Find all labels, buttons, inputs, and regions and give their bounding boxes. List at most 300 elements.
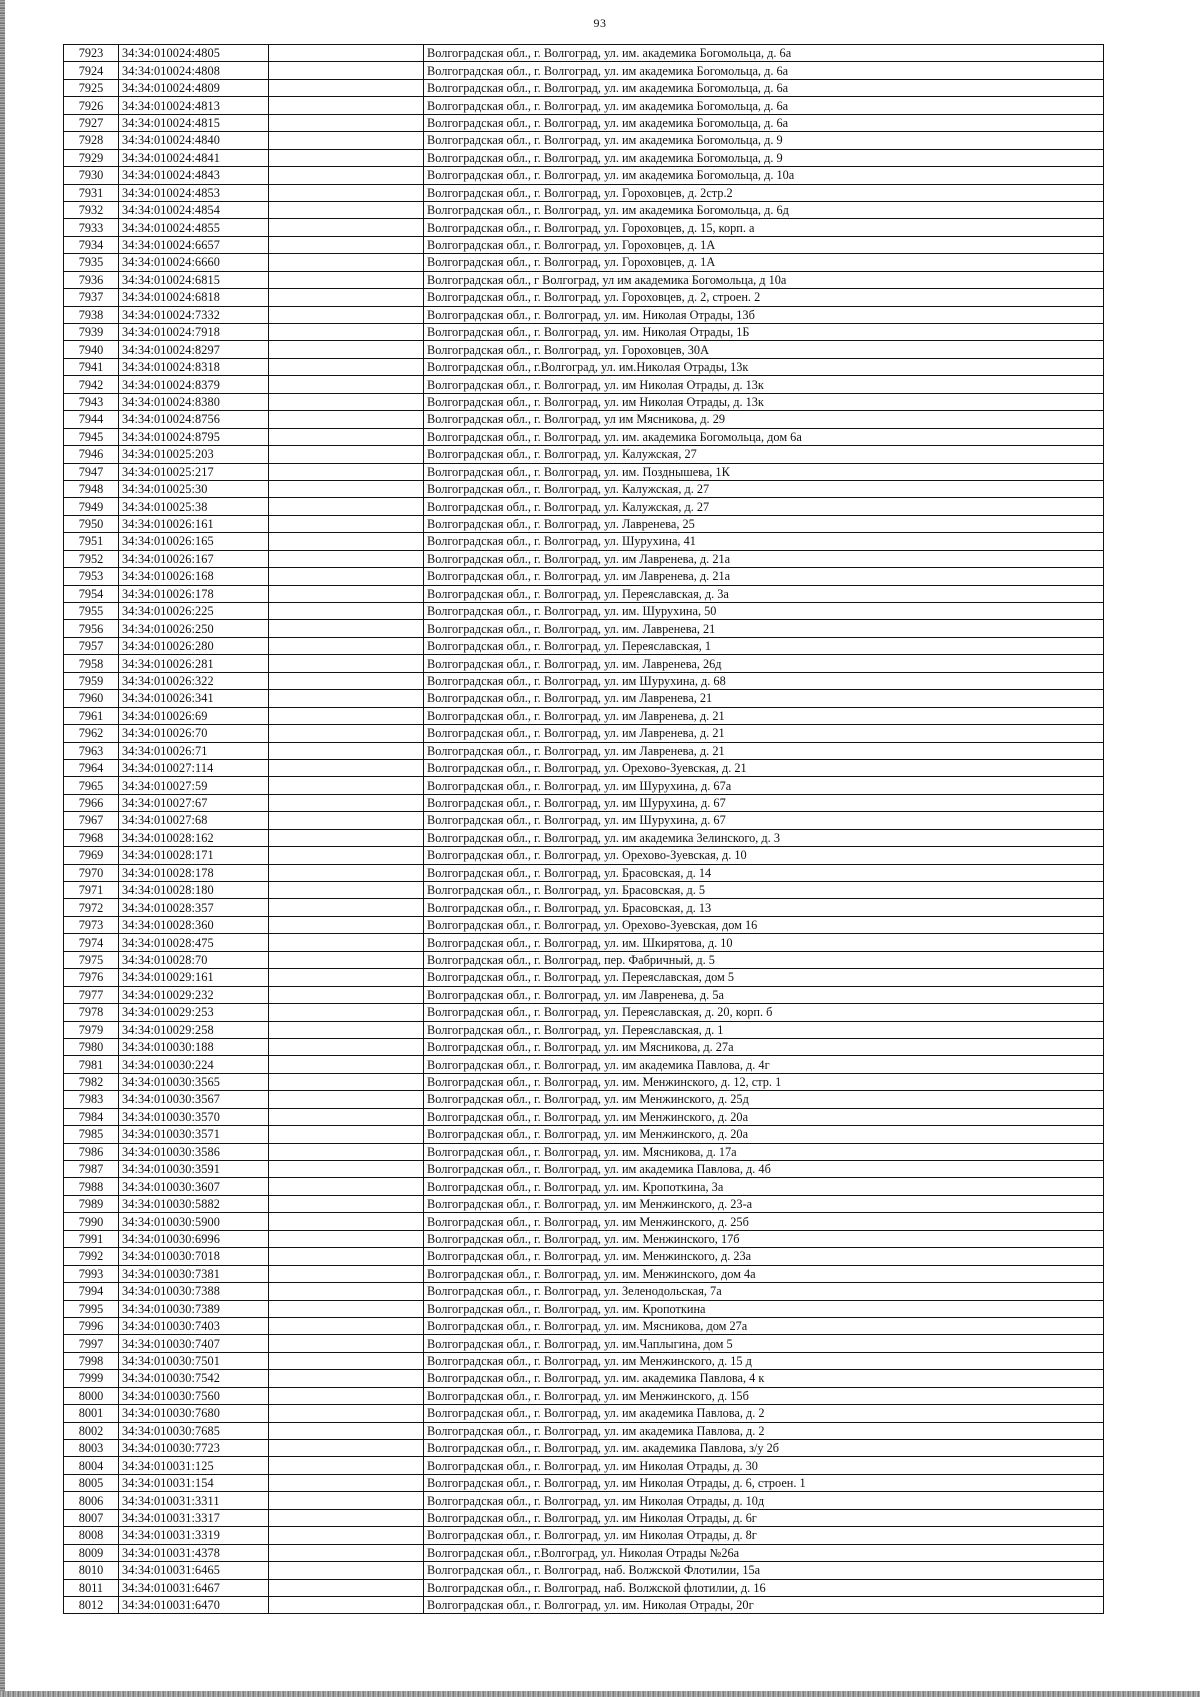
empty-cell [269, 341, 424, 358]
address-cell: Волгоградская обл., г. Волгоград, ул. Гороховцев, д. 2стр.2 [424, 184, 1104, 201]
empty-cell [269, 1038, 424, 1055]
row-number-cell: 7924 [64, 62, 119, 79]
row-number-cell: 7999 [64, 1370, 119, 1387]
empty-cell [269, 45, 424, 62]
row-number-cell: 7947 [64, 463, 119, 480]
cadastral-number-cell: 34:34:010030:7542 [119, 1370, 269, 1387]
empty-cell [269, 498, 424, 515]
table-row [64, 1213, 1104, 1230]
table-row [64, 1596, 1104, 1613]
cadastral-number-cell: 34:34:010025:217 [119, 463, 269, 480]
empty-cell [269, 759, 424, 776]
address-cell: Волгоградская обл., г. Волгоград, ул. им Лавренева, 21 [424, 690, 1104, 707]
address-cell: Волгоградская обл., г. Волгоград, ул. им. Позднышева, 1К [424, 463, 1104, 480]
empty-cell [269, 1492, 424, 1509]
cadastral-number-cell: 34:34:010028:70 [119, 951, 269, 968]
empty-cell [269, 1579, 424, 1596]
empty-cell [269, 1352, 424, 1369]
registry-table [63, 44, 1104, 1614]
empty-cell [269, 655, 424, 672]
table-row [64, 463, 1104, 480]
address-cell: Волгоградская обл., г. Волгоград, ул. Переяславская, 1 [424, 637, 1104, 654]
row-number-cell: 7975 [64, 951, 119, 968]
row-number-cell: 7987 [64, 1161, 119, 1178]
cadastral-number-cell: 34:34:010029:258 [119, 1021, 269, 1038]
address-cell: Волгоградская обл., г. Волгоград, ул. им. академика Павлова, з/у 2б [424, 1440, 1104, 1457]
empty-cell [269, 1108, 424, 1125]
address-cell: Волгоградская обл., г. Волгоград, ул. Калужская, д. 27 [424, 498, 1104, 515]
cadastral-number-cell: 34:34:010024:4813 [119, 97, 269, 114]
row-number-cell: 7940 [64, 341, 119, 358]
row-number-cell: 7950 [64, 515, 119, 532]
address-cell: Волгоградская обл., г. Волгоград, ул. им Шурухина, д. 67а [424, 777, 1104, 794]
table-row [64, 1405, 1104, 1422]
address-cell: Волгоградская обл., г. Волгоград, ул. им академика Павлова, д. 4б [424, 1161, 1104, 1178]
cadastral-number-cell: 34:34:010030:7381 [119, 1265, 269, 1282]
address-cell: Волгоградская обл., г. Волгоград, ул. им Лавренева, д. 21 [424, 742, 1104, 759]
cadastral-number-cell: 34:34:010030:3567 [119, 1091, 269, 1108]
address-cell: Волгоградская обл., г. Волгоград, ул. им Николая Отрады, д. 8г [424, 1527, 1104, 1544]
table-row [64, 637, 1104, 654]
address-cell: Волгоградская обл., г. Волгоград, ул. Шурухина, 41 [424, 533, 1104, 550]
cadastral-number-cell: 34:34:010030:7389 [119, 1300, 269, 1317]
table-row [64, 1422, 1104, 1439]
cadastral-number-cell: 34:34:010026:69 [119, 707, 269, 724]
cadastral-number-cell: 34:34:010031:6467 [119, 1579, 269, 1596]
row-number-cell: 7930 [64, 167, 119, 184]
table-row [64, 934, 1104, 951]
address-cell: Волгоградская обл., г. Волгоград, пер. Фабричный, д. 5 [424, 951, 1104, 968]
cadastral-number-cell: 34:34:010024:8795 [119, 428, 269, 445]
table-row [64, 829, 1104, 846]
empty-cell [269, 1004, 424, 1021]
empty-cell [269, 603, 424, 620]
cadastral-number-cell: 34:34:010025:30 [119, 480, 269, 497]
empty-cell [269, 1440, 424, 1457]
address-cell: Волгоградская обл., г. Волгоград, ул. им академика Богомольца, д. 6а [424, 62, 1104, 79]
table-row [64, 1161, 1104, 1178]
address-cell: Волгоградская обл., г. Волгоград, ул. им академика Богомольца, д. 6д [424, 201, 1104, 218]
cadastral-number-cell: 34:34:010030:3607 [119, 1178, 269, 1195]
table-row [64, 1143, 1104, 1160]
empty-cell [269, 358, 424, 375]
empty-cell [269, 1562, 424, 1579]
row-number-cell: 7997 [64, 1335, 119, 1352]
row-number-cell: 7985 [64, 1126, 119, 1143]
row-number-cell: 8009 [64, 1544, 119, 1561]
row-number-cell: 7959 [64, 672, 119, 689]
empty-cell [269, 289, 424, 306]
address-cell: Волгоградская обл., г. Волгоград, ул. им.Чаплыгина, дом 5 [424, 1335, 1104, 1352]
empty-cell [269, 463, 424, 480]
address-cell: Волгоградская обл., г. Волгоград, ул. им академика Богомольца, д. 6а [424, 79, 1104, 96]
cadastral-number-cell: 34:34:010030:6996 [119, 1230, 269, 1247]
cadastral-number-cell: 34:34:010029:253 [119, 1004, 269, 1021]
row-number-cell: 8007 [64, 1509, 119, 1526]
address-cell: Волгоградская обл., г. Волгоград, ул. им академика Богомольца, д. 6а [424, 114, 1104, 131]
row-number-cell: 7953 [64, 568, 119, 585]
row-number-cell: 7948 [64, 480, 119, 497]
empty-cell [269, 812, 424, 829]
table-row [64, 1091, 1104, 1108]
cadastral-number-cell: 34:34:010028:180 [119, 882, 269, 899]
empty-cell [269, 1073, 424, 1090]
table-row [64, 777, 1104, 794]
empty-cell [269, 236, 424, 253]
address-cell: Волгоградская обл., г. Волгоград, ул. Гороховцев, д. 15, корп. а [424, 219, 1104, 236]
table-row [64, 742, 1104, 759]
cadastral-number-cell: 34:34:010024:4854 [119, 201, 269, 218]
row-number-cell: 7923 [64, 45, 119, 62]
table-row [64, 1509, 1104, 1526]
address-cell: Волгоградская обл., г. Волгоград, ул. им Шурухина, д. 67 [424, 794, 1104, 811]
empty-cell [269, 184, 424, 201]
row-number-cell: 7998 [64, 1352, 119, 1369]
empty-cell [269, 847, 424, 864]
address-cell: Волгоградская обл., г. Волгоград, ул. им академика Павлова, д. 2 [424, 1405, 1104, 1422]
row-number-cell: 8003 [64, 1440, 119, 1457]
table-row [64, 882, 1104, 899]
table-row [64, 149, 1104, 166]
row-number-cell: 7949 [64, 498, 119, 515]
cadastral-number-cell: 34:34:010024:6657 [119, 236, 269, 253]
cadastral-number-cell: 34:34:010024:4815 [119, 114, 269, 131]
table-row [64, 45, 1104, 62]
empty-cell [269, 446, 424, 463]
empty-cell [269, 1527, 424, 1544]
row-number-cell: 8006 [64, 1492, 119, 1509]
table-row [64, 672, 1104, 689]
table-row [64, 324, 1104, 341]
table-row [64, 1248, 1104, 1265]
address-cell: Волгоградская обл., г. Волгоград, ул. им Николая Отрады, д. 6, строен. 1 [424, 1474, 1104, 1491]
table-row [64, 358, 1104, 375]
cadastral-number-cell: 34:34:010031:3311 [119, 1492, 269, 1509]
address-cell: Волгоградская обл., г. Волгоград, ул. им Менжинского, д. 23-а [424, 1195, 1104, 1212]
cadastral-number-cell: 34:34:010026:71 [119, 742, 269, 759]
row-number-cell: 7982 [64, 1073, 119, 1090]
table-row [64, 1073, 1104, 1090]
table-row [64, 707, 1104, 724]
empty-cell [269, 201, 424, 218]
address-cell: Волгоградская обл., г. Волгоград, ул. Гороховцев, д. 2, строен. 2 [424, 289, 1104, 306]
address-cell: Волгоградская обл., г. Волгоград, ул. им Менжинского, д. 20а [424, 1108, 1104, 1125]
table-row [64, 132, 1104, 149]
empty-cell [269, 707, 424, 724]
address-cell: Волгоградская обл., г. Волгоград, ул. им академика Богомольца, д. 6а [424, 97, 1104, 114]
address-cell: Волгоградская обл., г. Волгоград, ул. им. Менжинского, 17б [424, 1230, 1104, 1247]
empty-cell [269, 620, 424, 637]
table-row [64, 794, 1104, 811]
cadastral-number-cell: 34:34:010027:67 [119, 794, 269, 811]
empty-cell [269, 690, 424, 707]
empty-cell [269, 1370, 424, 1387]
row-number-cell: 7938 [64, 306, 119, 323]
empty-cell [269, 1335, 424, 1352]
address-cell: Волгоградская обл., г. Волгоград, ул им Мясникова, д. 29 [424, 411, 1104, 428]
empty-cell [269, 1056, 424, 1073]
table-row [64, 376, 1104, 393]
row-number-cell: 7995 [64, 1300, 119, 1317]
cadastral-number-cell: 34:34:010024:8297 [119, 341, 269, 358]
table-row [64, 219, 1104, 236]
row-number-cell: 7994 [64, 1283, 119, 1300]
row-number-cell: 7993 [64, 1265, 119, 1282]
table-row [64, 201, 1104, 218]
empty-cell [269, 1143, 424, 1160]
row-number-cell: 7991 [64, 1230, 119, 1247]
empty-cell [269, 1509, 424, 1526]
address-cell: Волгоградская обл., г. Волгоград, ул. Орехово-Зуевская, д. 10 [424, 847, 1104, 864]
address-cell: Волгоградская обл., г. Волгоград, ул. им академика Богомольца, д. 10а [424, 167, 1104, 184]
empty-cell [269, 515, 424, 532]
cadastral-number-cell: 34:34:010026:280 [119, 637, 269, 654]
empty-cell [269, 899, 424, 916]
address-cell: Волгоградская обл., г. Волгоград, ул. им Менжинского, д. 25б [424, 1213, 1104, 1230]
row-number-cell: 7928 [64, 132, 119, 149]
table-row [64, 1283, 1104, 1300]
empty-cell [269, 637, 424, 654]
empty-cell [269, 882, 424, 899]
empty-cell [269, 1596, 424, 1613]
table-row [64, 690, 1104, 707]
table-row [64, 759, 1104, 776]
address-cell: Волгоградская обл., г. Волгоград, ул. им Лавренева, д. 21 [424, 707, 1104, 724]
address-cell: Волгоградская обл., г. Волгоград, ул. Переяславская, д. 1 [424, 1021, 1104, 1038]
cadastral-number-cell: 34:34:010026:168 [119, 568, 269, 585]
address-cell: Волгоградская обл., г. Волгоград, ул. им. Лавренева, 26д [424, 655, 1104, 672]
empty-cell [269, 219, 424, 236]
empty-cell [269, 1126, 424, 1143]
empty-cell [269, 829, 424, 846]
empty-cell [269, 742, 424, 759]
empty-cell [269, 1178, 424, 1195]
cadastral-number-cell: 34:34:010028:162 [119, 829, 269, 846]
cadastral-number-cell: 34:34:010024:4841 [119, 149, 269, 166]
row-number-cell: 7952 [64, 550, 119, 567]
cadastral-number-cell: 34:34:010030:7388 [119, 1283, 269, 1300]
address-cell: Волгоградская обл., г. Волгоград, ул. им академика Богомольца, д. 9 [424, 149, 1104, 166]
empty-cell [269, 271, 424, 288]
table-row [64, 254, 1104, 271]
cadastral-number-cell: 34:34:010026:281 [119, 655, 269, 672]
address-cell: Волгоградская обл., г. Волгоград, ул. им. Николая Отрады, 1Б [424, 324, 1104, 341]
empty-cell [269, 951, 424, 968]
cadastral-number-cell: 34:34:010030:188 [119, 1038, 269, 1055]
scan-edge-left [0, 0, 5, 1697]
address-cell: Волгоградская обл., г. Волгоград, ул. им. Николая Отрады, 20г [424, 1596, 1104, 1613]
empty-cell [269, 1457, 424, 1474]
cadastral-number-cell: 34:34:010030:7685 [119, 1422, 269, 1439]
cadastral-number-cell: 34:34:010024:7332 [119, 306, 269, 323]
table-row [64, 1038, 1104, 1055]
cadastral-number-cell: 34:34:010026:322 [119, 672, 269, 689]
cadastral-number-cell: 34:34:010026:341 [119, 690, 269, 707]
row-number-cell: 7974 [64, 934, 119, 951]
table-row [64, 1474, 1104, 1491]
table-row [64, 1387, 1104, 1404]
row-number-cell: 7934 [64, 236, 119, 253]
table-row [64, 306, 1104, 323]
row-number-cell: 8000 [64, 1387, 119, 1404]
table-row [64, 1178, 1104, 1195]
table-row [64, 847, 1104, 864]
table-row [64, 1335, 1104, 1352]
row-number-cell: 7973 [64, 916, 119, 933]
address-cell: Волгоградская обл., г. Волгоград, ул. им Лавренева, д. 5а [424, 986, 1104, 1003]
empty-cell [269, 1161, 424, 1178]
cadastral-number-cell: 34:34:010027:68 [119, 812, 269, 829]
row-number-cell: 7936 [64, 271, 119, 288]
cadastral-number-cell: 34:34:010030:5882 [119, 1195, 269, 1212]
table-row [64, 1126, 1104, 1143]
row-number-cell: 8008 [64, 1527, 119, 1544]
cadastral-number-cell: 34:34:010024:4808 [119, 62, 269, 79]
cadastral-number-cell: 34:34:010026:250 [119, 620, 269, 637]
address-cell: Волгоградская обл., г. Волгоград, ул. им. академика Богомольца, дом 6а [424, 428, 1104, 445]
row-number-cell: 7981 [64, 1056, 119, 1073]
cadastral-number-cell: 34:34:010024:4805 [119, 45, 269, 62]
empty-cell [269, 1021, 424, 1038]
table-row [64, 951, 1104, 968]
row-number-cell: 7996 [64, 1317, 119, 1334]
row-number-cell: 7925 [64, 79, 119, 96]
table-row [64, 585, 1104, 602]
cadastral-number-cell: 34:34:010030:5900 [119, 1213, 269, 1230]
empty-cell [269, 1300, 424, 1317]
row-number-cell: 7962 [64, 725, 119, 742]
empty-cell [269, 1248, 424, 1265]
address-cell: Волгоградская обл., г. Волгоград, ул. Гороховцев, 30А [424, 341, 1104, 358]
cadastral-number-cell: 34:34:010025:203 [119, 446, 269, 463]
cadastral-number-cell: 34:34:010024:4809 [119, 79, 269, 96]
address-cell: Волгоградская обл., г. Волгоград, ул. Орехово-Зуевская, дом 16 [424, 916, 1104, 933]
cadastral-number-cell: 34:34:010028:360 [119, 916, 269, 933]
table-row [64, 725, 1104, 742]
cadastral-number-cell: 34:34:010026:225 [119, 603, 269, 620]
row-number-cell: 7971 [64, 882, 119, 899]
row-number-cell: 7956 [64, 620, 119, 637]
table-row [64, 515, 1104, 532]
address-cell: Волгоградская обл., г. Волгоград, ул. им. Менжинского, д. 12, стр. 1 [424, 1073, 1104, 1090]
table-row [64, 1021, 1104, 1038]
empty-cell [269, 986, 424, 1003]
address-cell: Волгоградская обл., г. Волгоград, ул. им. Лавренева, 21 [424, 620, 1104, 637]
table-row [64, 1370, 1104, 1387]
cadastral-number-cell: 34:34:010030:7403 [119, 1317, 269, 1334]
address-cell: Волгоградская обл., г. Волгоград, ул. им академика Павлова, д. 4г [424, 1056, 1104, 1073]
empty-cell [269, 1387, 424, 1404]
empty-cell [269, 916, 424, 933]
cadastral-number-cell: 34:34:010024:8379 [119, 376, 269, 393]
cadastral-number-cell: 34:34:010027:59 [119, 777, 269, 794]
row-number-cell: 7929 [64, 149, 119, 166]
row-number-cell: 7935 [64, 254, 119, 271]
table-row [64, 1562, 1104, 1579]
empty-cell [269, 1474, 424, 1491]
row-number-cell: 7992 [64, 1248, 119, 1265]
cadastral-number-cell: 34:34:010027:114 [119, 759, 269, 776]
cadastral-number-cell: 34:34:010024:7918 [119, 324, 269, 341]
row-number-cell: 7965 [64, 777, 119, 794]
cadastral-number-cell: 34:34:010030:7501 [119, 1352, 269, 1369]
address-cell: Волгоградская обл., г. Волгоград, ул. Переяславская, д. 3а [424, 585, 1104, 602]
address-cell: Волгоградская обл., г. Волгоград, ул. им. академика Богомольца, д. 6а [424, 45, 1104, 62]
cadastral-number-cell: 34:34:010024:8756 [119, 411, 269, 428]
empty-cell [269, 62, 424, 79]
table-row [64, 1544, 1104, 1561]
cadastral-number-cell: 34:34:010028:357 [119, 899, 269, 916]
cadastral-number-cell: 34:34:010028:171 [119, 847, 269, 864]
table-row [64, 1265, 1104, 1282]
row-number-cell: 7968 [64, 829, 119, 846]
table-row [64, 655, 1104, 672]
cadastral-number-cell: 34:34:010030:3570 [119, 1108, 269, 1125]
row-number-cell: 7970 [64, 864, 119, 881]
address-cell: Волгоградская обл., г. Волгоград, ул. им. Мясникова, д. 17а [424, 1143, 1104, 1160]
row-number-cell: 7927 [64, 114, 119, 131]
row-number-cell: 7989 [64, 1195, 119, 1212]
address-cell: Волгоградская обл., г. Волгоград, ул. Брасовская, д. 14 [424, 864, 1104, 881]
row-number-cell: 7954 [64, 585, 119, 602]
address-cell: Волгоградская обл., г. Волгоград, ул. Калужская, д. 27 [424, 480, 1104, 497]
cadastral-number-cell: 34:34:010030:7680 [119, 1405, 269, 1422]
address-cell: Волгоградская обл., г. Волгоград, ул. им Николая Отрады, д. 30 [424, 1457, 1104, 1474]
cadastral-number-cell: 34:34:010030:3591 [119, 1161, 269, 1178]
empty-cell [269, 1265, 424, 1282]
cadastral-number-cell: 34:34:010030:7018 [119, 1248, 269, 1265]
empty-cell [269, 393, 424, 410]
table-row [64, 603, 1104, 620]
cadastral-number-cell: 34:34:010026:165 [119, 533, 269, 550]
cadastral-number-cell: 34:34:010031:4378 [119, 1544, 269, 1561]
cadastral-number-cell: 34:34:010024:6815 [119, 271, 269, 288]
address-cell: Волгоградская обл., г. Волгоград, ул. им Николая Отрады, д. 6г [424, 1509, 1104, 1526]
empty-cell [269, 568, 424, 585]
row-number-cell: 7942 [64, 376, 119, 393]
table-row [64, 236, 1104, 253]
table-row [64, 97, 1104, 114]
cadastral-number-cell: 34:34:010024:6818 [119, 289, 269, 306]
address-cell: Волгоградская обл., г. Волгоград, ул. Лавренева, 25 [424, 515, 1104, 532]
empty-cell [269, 934, 424, 951]
address-cell: Волгоградская обл., г. Волгоград, ул. им. академика Павлова, 4 к [424, 1370, 1104, 1387]
address-cell: Волгоградская обл., г. Волгоград, ул. Орехово-Зуевская, д. 21 [424, 759, 1104, 776]
empty-cell [269, 114, 424, 131]
empty-cell [269, 428, 424, 445]
row-number-cell: 7961 [64, 707, 119, 724]
table-row [64, 969, 1104, 986]
empty-cell [269, 550, 424, 567]
table-row [64, 1317, 1104, 1334]
empty-cell [269, 411, 424, 428]
empty-cell [269, 480, 424, 497]
address-cell: Волгоградская обл., г. Волгоград, ул. им Николая Отрады, д. 10д [424, 1492, 1104, 1509]
empty-cell [269, 376, 424, 393]
address-cell: Волгоградская обл., г. Волгоград, ул. им Менжинского, д. 20а [424, 1126, 1104, 1143]
scan-edge-bottom [0, 1691, 1200, 1697]
address-cell: Волгоградская обл., г.Волгоград, ул. им.Николая Отрады, 13к [424, 358, 1104, 375]
cadastral-number-cell: 34:34:010024:4840 [119, 132, 269, 149]
empty-cell [269, 725, 424, 742]
empty-cell [269, 777, 424, 794]
cadastral-number-cell: 34:34:010024:8380 [119, 393, 269, 410]
table-row [64, 1352, 1104, 1369]
table-row [64, 1579, 1104, 1596]
page-number: 93 [593, 16, 607, 30]
cadastral-number-cell: 34:34:010030:7407 [119, 1335, 269, 1352]
empty-cell [269, 864, 424, 881]
